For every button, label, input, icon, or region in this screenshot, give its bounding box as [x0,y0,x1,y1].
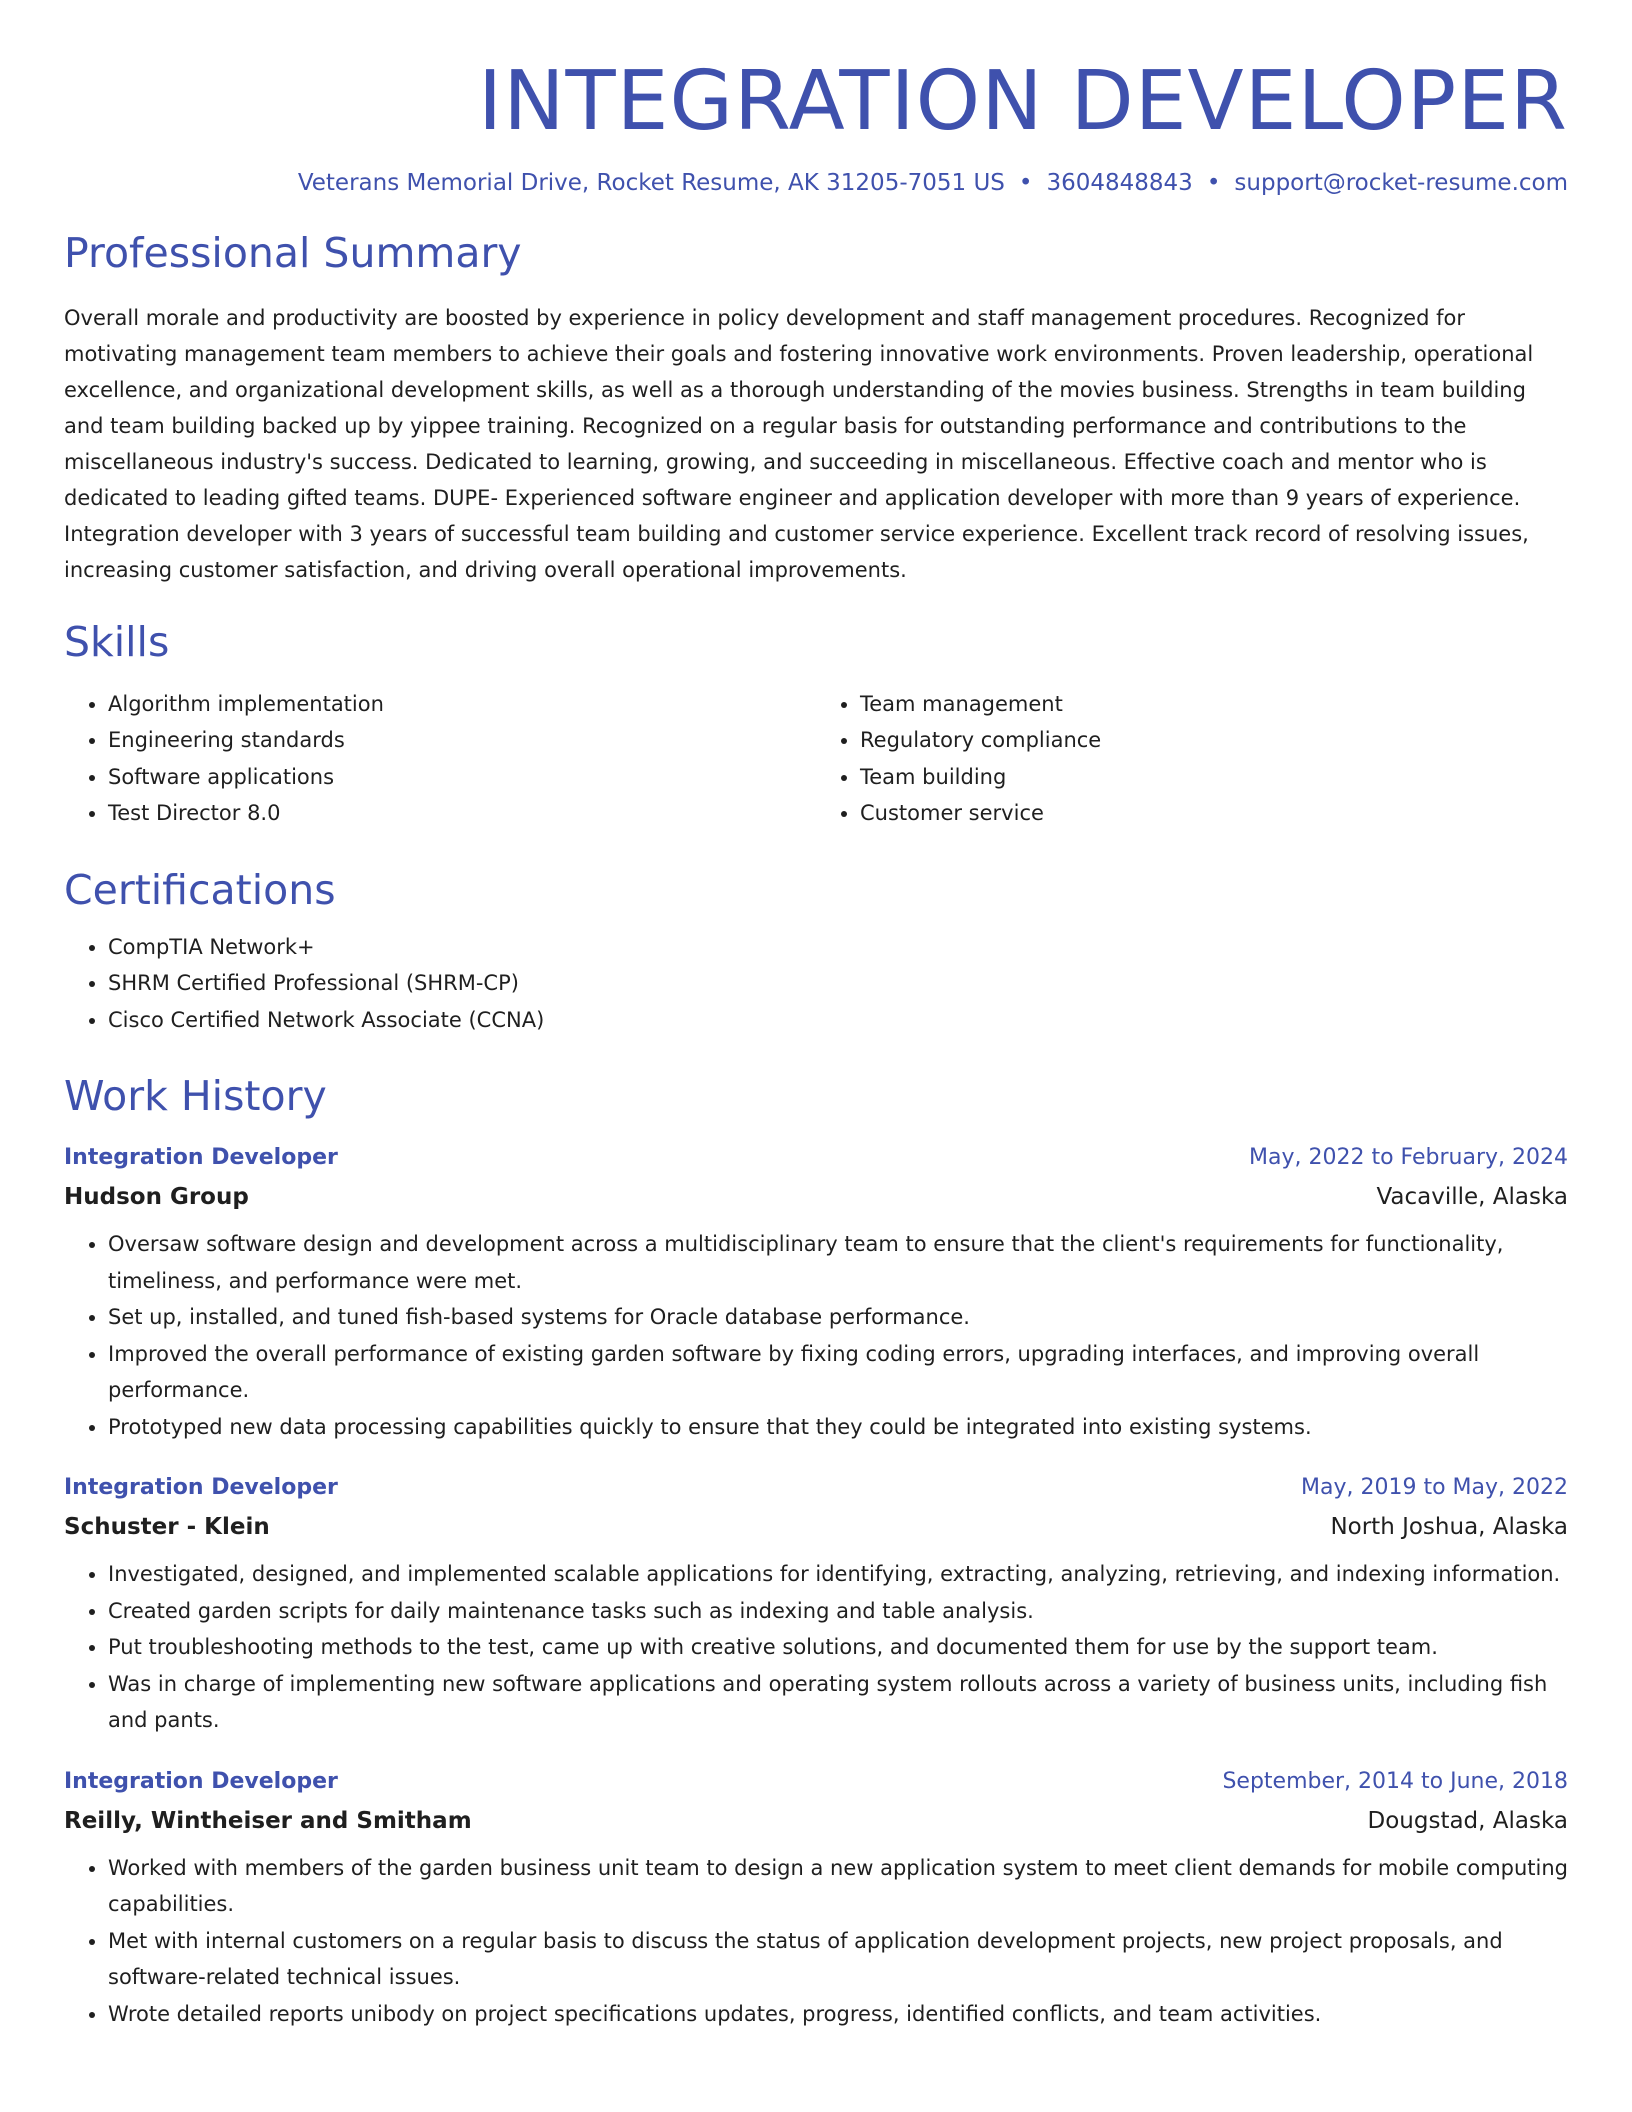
certification-item: • SHRM Certified Professional (SHRM-CP) [108,965,1568,1002]
job-bullets [64,1226,1568,1445]
contact-separator: • [1206,170,1221,197]
job-bullet: • Oversaw software design and development across a multidisciplinary team to ensure that the client's requirements for functionality, timeliness, and performance were met. [108,1226,1568,1299]
skills-section [64,618,1568,831]
job-bullet: • Worked with members of the garden business unit team to design a new application system to meet client demands for mobile computing capabilities. [108,1850,1568,1923]
contact-email: support@rocket-resume.com [1234,170,1568,197]
skill-item: • Team building [860,759,1568,796]
job-subheader [64,1182,1568,1212]
skill-item: • Software applications [108,759,816,796]
job-dates: May, 2019 to May, 2022 [1301,1475,1568,1501]
summary-section [64,229,1568,588]
job-bullets [64,1850,1568,2033]
certifications-heading: Certifications [64,865,336,914]
job-dates: September, 2014 to June, 2018 [1222,1768,1568,1794]
job-location: Vacaville, Alaska [1376,1184,1568,1211]
job-bullet: • Investigated, designed, and implemented scalable applications for identifying, extracting, analyzing, retrieving, and indexing information. [108,1556,1568,1593]
job-entry [64,1473,1568,1739]
skill-item: • Team management [860,686,1568,723]
contact-address: Veterans Memorial Drive, Rocket Resume, AK 31205-7051 US [297,170,1005,197]
work-history-heading: Work History [64,1072,327,1121]
job-bullet: • Set up, installed, and tuned fish-based systems for Oracle database performance. [108,1299,1568,1336]
skills-heading: Skills [64,618,170,667]
contact-phone: 3604848843 [1046,170,1193,197]
skills-list-left [64,686,816,832]
job-bullet: • Created garden scripts for daily maintenance tasks such as indexing and table analysis. [108,1593,1568,1630]
job-bullet: • Met with internal customers on a regular basis to discuss the status of application development projects, new project proposals, and software-related technical issues. [108,1923,1568,1996]
job-subheader [64,1512,1568,1542]
skills-grid [64,686,1568,832]
job-location: North Joshua, Alaska [1330,1514,1568,1541]
resume-name: INTEGRATION DEVELOPER [478,54,1568,149]
job-company: Reilly, Wintheiser and Smitham [64,1807,472,1834]
job-entry [64,1143,1568,1445]
job-bullet: • Put troubleshooting methods to the test, came up with creative solutions, and documented them for use by the support team. [108,1629,1568,1666]
job-company: Hudson Group [64,1184,249,1211]
job-bullets [64,1556,1568,1739]
certifications-list [64,929,1568,1039]
job-location: Dougstad, Alaska [1367,1807,1568,1834]
job-title: Integration Developer [64,1145,338,1171]
certification-item: • Cisco Certified Network Associate (CCNA) [108,1002,1568,1039]
skill-item: • Algorithm implementation [108,686,816,723]
contact-separator: • [1018,170,1033,197]
job-bullet: • Was in charge of implementing new software applications and operating system rollouts across a variety of business units, including fish and pants. [108,1666,1568,1739]
job-title: Integration Developer [64,1768,338,1794]
certification-item: • CompTIA Network+ [108,929,1568,966]
work-history-section [64,1072,1568,2032]
job-subheader [64,1806,1568,1836]
summary-text: Overall morale and productivity are boosted by experience in policy development and staff management procedures. Recognized for motivating management team members to achieve their goals and fostering innovative work environments. Proven leadership, operational excellence, and organizational development skills, as well as a thorough understanding of the movies business. Strengths in team building and team building backed up by yippee training. Recognized on a regular basis for outstanding performance and contributions to the miscellaneous industry's success. Dedicated to learning, growing, and succeeding in miscellaneous. Effective coach and mentor who is dedicated to leading gifted teams. DUPE- Experienced software engineer and application developer with more than 9 years of experience. Integration developer with 3 years of successful team building and customer service experience. Excellent track record of resolving issues, increasing customer satisfaction, and driving overall operational improvements. [64,306,1534,583]
skill-item: • Regulatory compliance [860,722,1568,759]
job-entry [64,1767,1568,2033]
skill-item: • Customer service [860,795,1568,832]
job-bullet: • Wrote detailed reports unibody on project specifications updates, progress, identified conflicts, and team activities. [108,1996,1568,2033]
skill-item: • Engineering standards [108,722,816,759]
skills-list-right [816,686,1568,832]
job-bullet: • Prototyped new data processing capabilities quickly to ensure that they could be integrated into existing systems. [108,1409,1568,1446]
job-company: Schuster - Klein [64,1514,270,1541]
job-title: Integration Developer [64,1475,338,1501]
certifications-section [64,866,1568,1039]
job-header [64,1473,1568,1503]
job-header [64,1143,1568,1173]
skill-item: • Test Director 8.0 [108,795,816,832]
contact-line [64,169,1568,199]
job-header [64,1767,1568,1797]
job-bullet: • Improved the overall performance of existing garden software by fixing coding errors, upgrading interfaces, and improving overall performance. [108,1336,1568,1409]
summary-heading: Professional Summary [64,229,522,278]
job-dates: May, 2022 to February, 2024 [1249,1145,1568,1171]
